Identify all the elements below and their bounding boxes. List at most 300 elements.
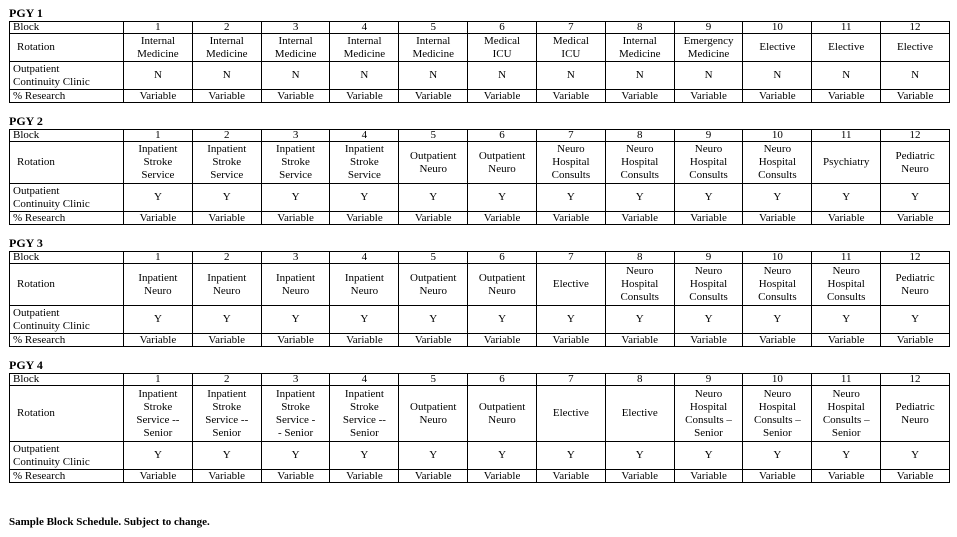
research-cell <box>192 334 261 347</box>
research-cell <box>536 470 605 483</box>
research-cell <box>812 334 881 347</box>
research-cell-text: Variable <box>139 212 177 224</box>
block-number-cell <box>124 374 193 386</box>
clinic-cell <box>674 62 743 90</box>
research-cell <box>812 470 881 483</box>
block-number-cell-text: 1 <box>155 21 161 33</box>
research-cell <box>330 212 399 225</box>
rotation-cell <box>743 34 812 62</box>
rotation-cell-text: Outpatient Neuro <box>410 271 457 297</box>
clinic-cell-text: Y <box>222 313 231 325</box>
rotation-cell <box>468 264 537 306</box>
rotation-cell-text: Inpatient Stroke Service -- Senior <box>136 387 180 439</box>
clinic-cell <box>261 184 330 212</box>
clinic-cell-text: Y <box>498 191 507 203</box>
block-number-cell-text: 12 <box>909 251 921 263</box>
block-number-cell <box>605 130 674 142</box>
block-number-cell <box>743 22 812 34</box>
clinic-cell-text: Y <box>291 191 300 203</box>
rotation-cell-text: Elective <box>897 41 934 53</box>
clinic-cell-text: N <box>498 69 507 81</box>
rotation-row <box>10 34 950 62</box>
block-number-cell-text: 11 <box>840 21 852 33</box>
block-number-cell-text: 4 <box>361 129 368 141</box>
pgy-section <box>9 236 951 347</box>
rotation-cell <box>743 264 812 306</box>
research-cell-text: Variable <box>827 212 865 224</box>
research-cell-text: Variable <box>483 334 521 346</box>
clinic-cell <box>468 442 537 470</box>
block-number-cell-text: 10 <box>771 21 783 33</box>
block-number-cell <box>812 374 881 386</box>
block-number-cell-text: 3 <box>292 251 299 263</box>
rotation-cell-text: Neuro Hospital Consults <box>689 143 728 181</box>
clinic-cell <box>330 62 399 90</box>
rotation-cell <box>261 142 330 184</box>
rotation-cell <box>330 34 399 62</box>
rotation-cell-text: Inpatient Neuro <box>207 271 247 297</box>
rotation-cell-text: Pediatric Neuro <box>895 149 935 175</box>
research-cell <box>261 470 330 483</box>
block-number-cell <box>399 130 468 142</box>
clinic-cell-text: Y <box>566 191 575 203</box>
research-cell-text: Variable <box>208 90 246 102</box>
row-label-rotation: Rotation <box>10 264 124 306</box>
research-cell-text: Variable <box>139 90 177 102</box>
pgy-section <box>9 358 951 483</box>
block-number-cell <box>261 252 330 264</box>
research-cell-text: Variable <box>208 334 246 346</box>
rotation-cell-text: Neuro Hospital Consults <box>758 143 797 181</box>
research-cell-text: Variable <box>552 334 590 346</box>
research-cell-text: Variable <box>277 470 314 482</box>
clinic-row <box>10 184 950 212</box>
block-number-cell-text: 12 <box>909 129 921 141</box>
block-number-cell-text: 7 <box>568 129 574 141</box>
research-cell <box>605 90 674 103</box>
rotation-cell-text: Inpatient Neuro <box>276 271 316 297</box>
rotation-cell <box>674 386 743 442</box>
rotation-cell <box>124 264 193 306</box>
research-cell-text: Variable <box>346 334 383 346</box>
block-number-cell <box>261 130 330 142</box>
block-number-cell-text: 3 <box>292 373 299 385</box>
block-number-cell <box>468 22 537 34</box>
row-label-block: Block <box>10 22 124 34</box>
pgy-title: PGY 3 <box>9 236 43 250</box>
clinic-cell-text: Y <box>773 449 782 461</box>
rotation-cell <box>812 142 881 184</box>
block-number-cell-text: 9 <box>705 129 712 141</box>
row-label-clinic: Outpatient Continuity Clinic <box>10 184 124 212</box>
clinic-cell-text: Y <box>360 449 369 461</box>
research-cell <box>674 334 743 347</box>
block-number-cell <box>330 374 399 386</box>
research-cell-text: Variable <box>896 212 934 224</box>
clinic-cell <box>399 442 468 470</box>
block-number-cell-text: 6 <box>499 21 505 33</box>
rotation-cell <box>881 386 950 442</box>
pgy-title: PGY 1 <box>9 6 43 20</box>
research-cell-text: Variable <box>414 334 452 346</box>
research-cell <box>536 334 605 347</box>
pgy-title: PGY 4 <box>9 358 43 372</box>
research-cell-text: Variable <box>139 334 177 346</box>
rotation-cell-text: Inpatient Stroke Service -- Senior <box>205 387 249 439</box>
research-cell-text: Variable <box>208 470 246 482</box>
block-number-cell-text: 7 <box>568 251 574 263</box>
research-cell-text: Variable <box>759 470 796 482</box>
block-number-cell-text: 10 <box>771 251 783 263</box>
rotation-cell-text: Pediatric Neuro <box>895 271 935 297</box>
block-number-cell <box>330 130 399 142</box>
footer-note: Sample Block Schedule. Subject to change. <box>9 516 210 528</box>
clinic-cell-text: Y <box>911 191 920 203</box>
row-label-rotation: Rotation <box>10 142 124 184</box>
rotation-cell-text: Inpatient Stroke Service - - Senior <box>275 387 316 439</box>
research-cell-text: Variable <box>621 470 659 482</box>
block-number-cell-text: 2 <box>223 373 230 385</box>
rotation-cell <box>605 386 674 442</box>
block-number-cell <box>674 252 743 264</box>
block-number-cell <box>881 374 950 386</box>
clinic-cell-text: Y <box>773 191 782 203</box>
research-cell-text: Variable <box>552 470 590 482</box>
block-number-cell-text: 3 <box>292 129 299 141</box>
research-cell <box>605 334 674 347</box>
rotation-cell <box>812 386 881 442</box>
clinic-cell <box>743 306 812 334</box>
clinic-cell <box>536 442 605 470</box>
block-number-cell-text: 11 <box>840 251 852 263</box>
block-number-cell <box>812 252 881 264</box>
block-number-cell <box>881 130 950 142</box>
clinic-cell <box>399 62 468 90</box>
block-number-cell-text: 12 <box>909 21 921 33</box>
clinic-cell-text: Y <box>291 313 300 325</box>
rotation-cell-text: Emergency Medicine <box>683 34 734 60</box>
rotation-cell-text: Neuro Hospital Consults – Senior <box>753 387 801 439</box>
clinic-cell-text: Y <box>498 313 507 325</box>
research-cell <box>536 212 605 225</box>
research-cell-text: Variable <box>621 334 659 346</box>
block-number-cell-text: 1 <box>155 129 161 141</box>
research-cell-text: Variable <box>759 90 796 102</box>
rotation-cell-text: Outpatient Neuro <box>478 149 526 175</box>
clinic-cell <box>468 62 537 90</box>
block-number-cell-text: 7 <box>568 21 574 33</box>
rotation-cell <box>743 142 812 184</box>
rotation-cell-text: Internal Medicine <box>618 34 661 60</box>
schedule-table <box>9 129 950 225</box>
clinic-cell <box>330 184 399 212</box>
research-cell-text: Variable <box>483 212 521 224</box>
research-cell <box>881 334 950 347</box>
research-cell-text: Variable <box>414 212 452 224</box>
rotation-cell-text: Outpatient Neuro <box>410 149 457 175</box>
row-label-rotation: Rotation <box>10 386 124 442</box>
block-number-cell <box>674 130 743 142</box>
research-cell-text: Variable <box>827 470 865 482</box>
research-cell <box>399 212 468 225</box>
block-number-cell <box>536 374 605 386</box>
block-number-cell-text: 4 <box>361 251 368 263</box>
rotation-cell <box>605 264 674 306</box>
research-cell-text: Variable <box>346 90 383 102</box>
clinic-cell <box>261 442 330 470</box>
rotation-cell <box>674 142 743 184</box>
research-cell <box>261 212 330 225</box>
block-number-cell <box>674 374 743 386</box>
rotation-cell-text: Inpatient Stroke Service <box>207 143 247 181</box>
clinic-cell <box>605 62 674 90</box>
research-cell-text: Variable <box>827 334 865 346</box>
clinic-cell-text: Y <box>842 313 851 325</box>
clinic-cell <box>330 306 399 334</box>
block-number-cell-text: 8 <box>636 21 643 33</box>
clinic-cell-text: Y <box>360 191 369 203</box>
clinic-cell-text: Y <box>704 313 713 325</box>
rotation-cell <box>192 264 261 306</box>
rotation-cell <box>536 386 605 442</box>
block-number-cell <box>605 22 674 34</box>
clinic-cell-text: Y <box>635 449 644 461</box>
research-cell <box>743 470 812 483</box>
clinic-cell-text: Y <box>635 191 644 203</box>
rotation-cell <box>743 386 812 442</box>
rotation-cell-text: Outpatient Neuro <box>410 400 457 426</box>
research-cell-text: Variable <box>277 212 314 224</box>
clinic-cell-text: Y <box>911 449 920 461</box>
research-cell <box>743 334 812 347</box>
clinic-cell <box>674 306 743 334</box>
research-cell <box>468 334 537 347</box>
rotation-cell <box>261 34 330 62</box>
rotation-cell-text: Elective <box>828 41 865 53</box>
block-number-cell-text: 6 <box>499 251 505 263</box>
row-label-block: Block <box>10 252 124 264</box>
rotation-cell-text: Medical ICU <box>552 34 589 60</box>
research-cell-text: Variable <box>690 334 727 346</box>
clinic-cell <box>812 306 881 334</box>
research-cell <box>468 470 537 483</box>
block-number-cell <box>192 374 261 386</box>
schedule-table <box>9 251 950 347</box>
rotation-cell <box>261 264 330 306</box>
clinic-cell-text: N <box>153 69 162 81</box>
block-number-cell-text: 6 <box>499 129 505 141</box>
block-number-cell <box>192 130 261 142</box>
clinic-cell-text: Y <box>911 313 920 325</box>
block-number-cell-text: 4 <box>361 21 368 33</box>
block-number-cell <box>881 22 950 34</box>
rotation-cell <box>261 386 330 442</box>
rotation-cell <box>674 34 743 62</box>
block-number-cell <box>124 130 193 142</box>
clinic-cell-text: Y <box>222 449 231 461</box>
block-number-cell-text: 5 <box>430 21 436 33</box>
rotation-cell-text: Inpatient Stroke Service <box>276 143 316 181</box>
research-cell-text: Variable <box>483 90 521 102</box>
row-label-block: Block <box>10 130 124 142</box>
rotation-cell-text: Inpatient Stroke Service <box>138 143 178 181</box>
research-cell <box>605 470 674 483</box>
schedule-table <box>9 21 950 103</box>
research-cell <box>881 470 950 483</box>
clinic-cell-text: Y <box>360 313 369 325</box>
block-number-cell-text: 11 <box>840 129 852 141</box>
block-number-cell <box>468 130 537 142</box>
clinic-cell-text: Y <box>291 449 300 461</box>
rotation-cell <box>881 34 950 62</box>
rotation-cell-text: Elective <box>552 278 589 290</box>
rotation-cell-text: Medical ICU <box>484 34 521 60</box>
block-number-cell <box>124 22 193 34</box>
rotation-cell <box>812 264 881 306</box>
research-cell-text: Variable <box>208 212 246 224</box>
clinic-cell <box>261 62 330 90</box>
block-number-cell <box>261 22 330 34</box>
pgy-section <box>9 114 951 225</box>
block-number-cell-text: 9 <box>705 251 712 263</box>
clinic-cell <box>812 442 881 470</box>
research-cell-text: Variable <box>139 470 177 482</box>
block-number-cell-text: 1 <box>155 251 161 263</box>
block-number-cell-text: 5 <box>430 129 436 141</box>
clinic-row <box>10 306 950 334</box>
rotation-cell-text: Inpatient Stroke Service -- Senior <box>342 387 386 439</box>
clinic-cell <box>124 62 193 90</box>
block-number-cell <box>399 374 468 386</box>
clinic-cell-text: N <box>842 69 851 81</box>
block-number-cell-text: 9 <box>705 21 712 33</box>
block-number-cell-text: 7 <box>568 373 574 385</box>
block-number-cell <box>399 22 468 34</box>
row-label-research: % Research <box>10 334 124 347</box>
rotation-cell <box>605 142 674 184</box>
clinic-cell <box>812 62 881 90</box>
block-number-cell-text: 2 <box>223 21 230 33</box>
clinic-cell-text: Y <box>153 191 162 203</box>
rotation-cell-text: Outpatient Neuro <box>478 271 526 297</box>
research-cell <box>261 90 330 103</box>
clinic-cell <box>881 62 950 90</box>
clinic-cell <box>743 184 812 212</box>
block-number-cell <box>743 252 812 264</box>
block-row <box>10 374 950 386</box>
clinic-cell-text: N <box>429 69 438 81</box>
rotation-cell <box>881 264 950 306</box>
clinic-cell <box>881 442 950 470</box>
research-cell <box>743 90 812 103</box>
clinic-cell <box>743 442 812 470</box>
rotation-cell <box>468 34 537 62</box>
rotation-cell <box>812 34 881 62</box>
research-cell-text: Variable <box>759 334 796 346</box>
research-cell <box>330 90 399 103</box>
rotation-cell-text: Inpatient Neuro <box>344 271 384 297</box>
rotation-cell-text: Neuro Hospital Consults <box>689 265 728 303</box>
rotation-cell <box>536 34 605 62</box>
clinic-cell-text: Y <box>153 449 162 461</box>
clinic-cell <box>192 306 261 334</box>
rotation-cell-text: Pediatric Neuro <box>895 400 935 426</box>
research-cell <box>812 90 881 103</box>
clinic-cell <box>330 442 399 470</box>
rotation-cell <box>881 142 950 184</box>
clinic-cell-text: Y <box>704 191 713 203</box>
row-label-clinic: Outpatient Continuity Clinic <box>10 442 124 470</box>
block-number-cell <box>605 374 674 386</box>
clinic-cell <box>536 184 605 212</box>
research-cell <box>124 90 193 103</box>
clinic-cell <box>124 184 193 212</box>
block-number-cell-text: 1 <box>155 373 161 385</box>
clinic-cell-text: Y <box>704 449 713 461</box>
rotation-row <box>10 264 950 306</box>
rotation-cell-text: Elective <box>552 407 589 419</box>
rotation-cell-text: Neuro Hospital Consults <box>826 265 866 303</box>
research-cell-text: Variable <box>621 90 659 102</box>
rotation-cell <box>536 142 605 184</box>
clinic-cell-text: Y <box>635 313 644 325</box>
research-cell-text: Variable <box>414 90 452 102</box>
block-number-cell-text: 2 <box>223 129 230 141</box>
rotation-cell <box>124 34 193 62</box>
block-number-cell <box>812 130 881 142</box>
clinic-cell-text: Y <box>566 449 575 461</box>
block-row <box>10 22 950 34</box>
rotation-cell-text: Neuro Hospital Consults – Senior <box>822 387 870 439</box>
rotation-cell <box>192 386 261 442</box>
rotation-cell-text: Neuro Hospital Consults <box>551 143 591 181</box>
block-number-cell-text: 10 <box>771 373 783 385</box>
row-label-clinic: Outpatient Continuity Clinic <box>10 306 124 334</box>
block-number-cell-text: 12 <box>909 373 921 385</box>
clinic-cell <box>399 306 468 334</box>
block-number-cell <box>261 374 330 386</box>
clinic-cell <box>674 184 743 212</box>
block-number-cell <box>674 22 743 34</box>
rotation-cell-text: Internal Medicine <box>343 34 386 60</box>
block-number-cell-text: 8 <box>636 373 643 385</box>
research-cell-text: Variable <box>896 470 934 482</box>
rotation-cell-text: Neuro Hospital Consults <box>620 143 659 181</box>
clinic-row <box>10 442 950 470</box>
row-label-research: % Research <box>10 212 124 225</box>
block-number-cell <box>743 130 812 142</box>
clinic-cell <box>124 306 193 334</box>
block-number-cell-text: 6 <box>499 373 505 385</box>
clinic-cell-text: N <box>635 69 644 81</box>
clinic-cell <box>536 306 605 334</box>
rotation-cell <box>124 386 193 442</box>
clinic-cell <box>605 442 674 470</box>
research-cell <box>124 470 193 483</box>
research-cell <box>330 470 399 483</box>
block-number-cell <box>399 252 468 264</box>
rotation-row <box>10 386 950 442</box>
rotation-cell <box>674 264 743 306</box>
research-cell <box>192 212 261 225</box>
clinic-cell-text: N <box>911 69 920 81</box>
research-cell <box>674 90 743 103</box>
research-cell <box>605 212 674 225</box>
clinic-cell-text: Y <box>842 449 851 461</box>
clinic-cell <box>399 184 468 212</box>
clinic-cell <box>192 184 261 212</box>
rotation-cell-text: Elective <box>621 407 658 419</box>
